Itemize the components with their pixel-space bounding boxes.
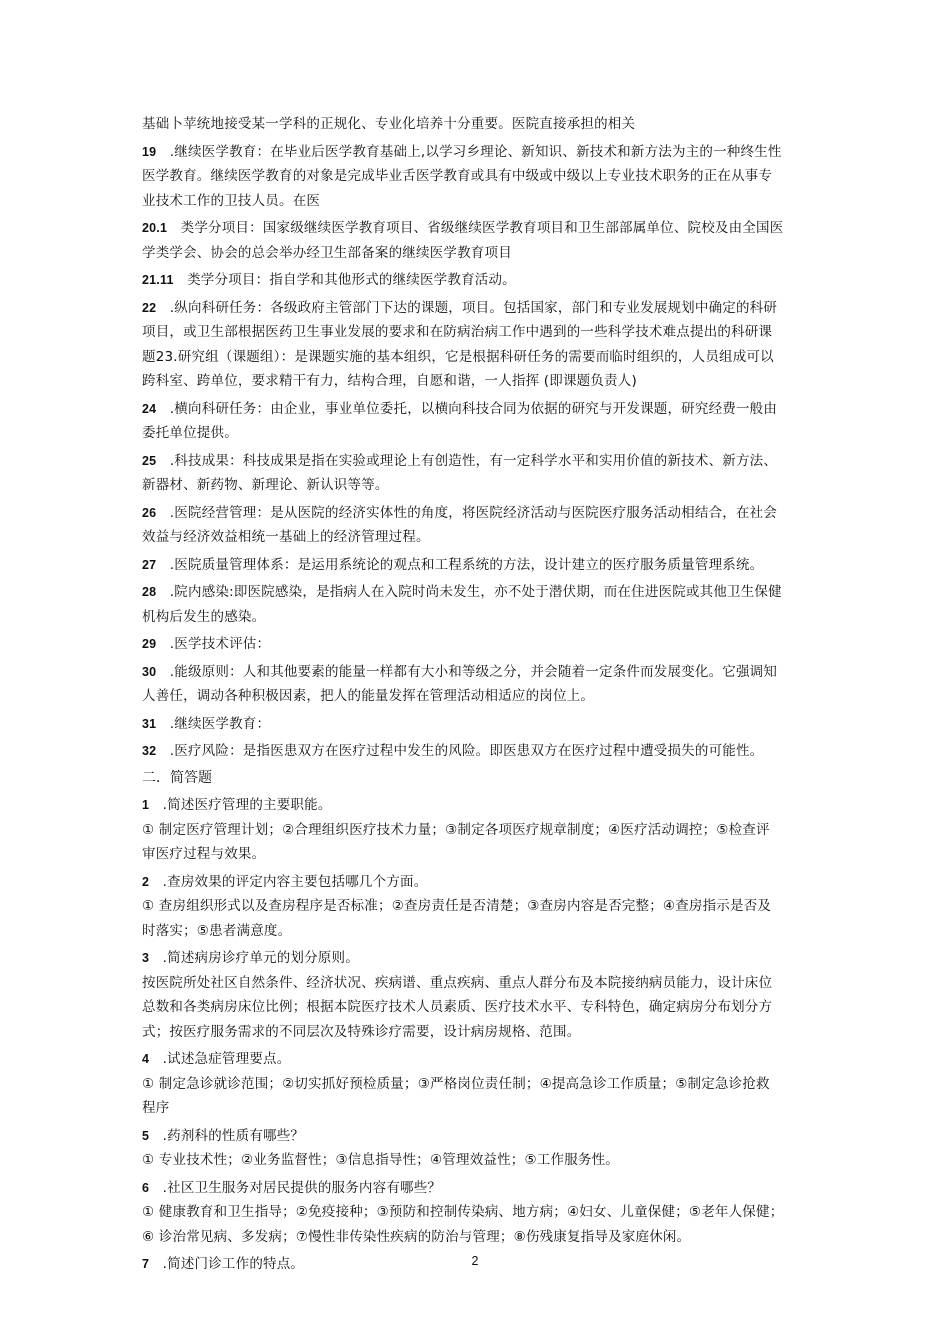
question-number: 4 — [142, 1052, 150, 1066]
term-line — [142, 189, 818, 214]
term-line — [142, 449, 818, 474]
term-text: .科技成果：科技成果是指在实验或理论上有创造性，有一定科学水平和实用价值的新技术、新方法、 — [169, 452, 778, 469]
term-line — [142, 345, 818, 370]
term-line — [142, 241, 818, 266]
term-item — [142, 268, 818, 293]
question-line — [142, 1047, 818, 1072]
term-line — [142, 421, 818, 446]
term-text: .医学技术评估： — [169, 636, 271, 652]
term-text: 类学分项目：指自学和其他形式的继续医学教育活动。 — [187, 272, 516, 288]
term-text: .医疗风险：是指医患双方在医疗过程中发生的风险。即医患双方在医疗过程中遭受损失的可能性。 — [169, 743, 764, 759]
term-number: 29 — [142, 637, 157, 651]
term-line — [142, 216, 818, 241]
answer-line: ① 专业技术性；②业务监督性；③信息指导性；④管理效益性；⑤工作服务性。 — [142, 1152, 620, 1168]
term-line — [142, 268, 818, 293]
question-item — [142, 1124, 818, 1173]
question-text: .查房效果的评定内容主要包括哪几个方面。 — [162, 873, 428, 890]
term-line — [142, 473, 818, 498]
term-line — [142, 397, 818, 422]
question-line — [142, 1124, 818, 1149]
term-item — [142, 739, 818, 764]
answer-line: 审医疗过程与效果。 — [142, 846, 266, 862]
term-number: 19 — [142, 144, 157, 159]
question-number: 1 — [142, 798, 150, 812]
term-text: 人善任，调动各种积极因素，把人的能量发挥在管理活动相适应的岗位上。 — [142, 688, 595, 704]
term-line — [142, 632, 818, 657]
term-line — [142, 320, 818, 345]
term-text: 委托单位提供。 — [142, 425, 238, 441]
question-item — [142, 870, 818, 944]
term-item — [142, 449, 818, 498]
term-item — [142, 712, 818, 737]
term-number: 25 — [142, 453, 157, 468]
term-text: 效益与经济效益相统一基础上的经济管理过程。 — [142, 529, 430, 545]
term-text: 医学教育。继续医学教育的对象是完成毕业舌医学教育或具有中级或中级以上专业技术职务的正在从事专 — [142, 168, 773, 184]
term-text: 类学分项目：国家级继续医学教育项目、省级继续医学教育项目和卫生部部属单位、院校及由全国医 — [180, 220, 784, 236]
answer-line: ① 制定医疗管理计划；②合理组织医疗技术力量；③制定各项医疗规章制度；④医疗活动调控；⑤检查评 — [142, 821, 770, 838]
term-line — [142, 525, 818, 550]
answer-line: 总数和各类病房床位比例；根据本院医疗技术人员素质、医疗技术水平、专科特色，确定病房分布划分方 — [142, 999, 773, 1015]
term-text: .继续医学教育： — [169, 715, 271, 732]
term-line — [142, 501, 818, 526]
question-number: 7 — [142, 1257, 150, 1271]
term-line — [142, 369, 818, 394]
answer-line: 时落实；⑤患者满意度。 — [142, 922, 292, 939]
answer-line: 程序 — [142, 1100, 170, 1116]
answer-line: ① 健康教育和卫生指导；②免疫接种；③预防和控制传染病、地方病；④妇女、儿童保健；⑤老年人保健； — [142, 1204, 784, 1220]
term-number: 24 — [142, 401, 157, 416]
term-number: 21.11 — [142, 273, 174, 287]
term-text: 跨科室、跨单位，要求精干有力，结构合理，自愿和谐，一人指挥 (即课题负责人) — [142, 373, 637, 389]
term-number: 20.1 — [142, 221, 168, 235]
question-line — [142, 870, 818, 895]
question-item — [142, 1176, 818, 1250]
term-line — [142, 580, 818, 605]
question-line — [142, 1176, 818, 1201]
answer-line: ① 查房组织形式以及查房程序是否标准；②查房责任是否清楚；③查房内容是否完整；④查房指示是否及 — [142, 898, 772, 914]
term-line — [142, 712, 818, 737]
term-line — [142, 660, 818, 685]
question-number: 6 — [142, 1180, 150, 1195]
term-item — [142, 397, 818, 446]
term-item — [142, 660, 818, 709]
answer-line: 式；按医疗服务需求的不同层次及特殊诊疗需要，设计病房规格、范围。 — [142, 1023, 581, 1040]
term-line — [142, 296, 818, 321]
term-text: 学类学会、协会的总会举办经卫生部备案的继续医学教育项目 — [142, 244, 512, 261]
term-line — [142, 739, 818, 764]
term-number: 26 — [142, 505, 157, 520]
question-item — [142, 946, 818, 1044]
question-number: 3 — [142, 951, 150, 965]
question-text: .简述医疗管理的主要职能。 — [162, 797, 332, 813]
term-item — [142, 296, 818, 394]
term-line — [142, 684, 818, 709]
term-item — [142, 140, 818, 214]
term-text: 题23.研究组（课题组）：是课题实施的基本组织，它是根据科研任务的需要而临时组织的，人员组成可以 — [142, 348, 774, 365]
term-text: .能级原则：人和其他要素的能量一样都有大小和等级之分，并会随着一定条件而发展变化。它强调知 — [169, 663, 778, 680]
term-item — [142, 632, 818, 657]
term-item — [142, 553, 818, 578]
question-text: .简述门诊工作的特点。 — [162, 1256, 305, 1272]
term-number: 31 — [142, 716, 157, 731]
term-number: 28 — [142, 585, 157, 599]
question-text: .药剂科的性质有哪些？ — [162, 1127, 305, 1144]
term-text: 新器材、新药物、新理论、新认识等等。 — [142, 477, 389, 493]
question-item — [142, 1047, 818, 1121]
term-item — [142, 501, 818, 550]
answer-line: 按医院所处社区自然条件、经济状况、疾病谱、重点疾病、重点人群分布及本院接纳病员能力，设计床位 — [142, 974, 773, 991]
term-line — [142, 605, 818, 630]
question-line — [142, 946, 818, 971]
term-number: 22 — [142, 300, 157, 315]
term-number: 32 — [142, 744, 157, 758]
term-text: .横向科研任务：由企业，事业单位委托，以横向科技合同为依据的研究与开发课题，研究经费一般由 — [169, 400, 778, 417]
question-item — [142, 793, 818, 867]
question-line — [142, 793, 818, 818]
term-line — [142, 553, 818, 578]
term-text: .医院经营管理：是从医院的经济实体性的角度，将医院经济活动与医院医疗服务活动相结合，在社会 — [169, 504, 778, 521]
answer-line: ① 制定急诊就诊范围；②切实抓好预检质量；③严格岗位责任制；④提高急诊工作质量；⑤制定急诊抢救 — [142, 1075, 770, 1092]
term-text: 项目，或卫生部根据医药卫生事业发展的要求和在防病治病工作中遇到的一些科学技术难点提出的科研课 — [142, 324, 773, 340]
page-number: 2 — [471, 1254, 479, 1268]
question-text: .社区卫生服务对居民提供的服务内容有哪些？ — [162, 1179, 442, 1196]
term-definitions — [142, 140, 818, 764]
term-text: .医院质量管理体系：是运用系统论的观点和工程系统的方法，设计建立的医疗服务质量管理系统。 — [169, 556, 764, 573]
term-item — [142, 580, 818, 629]
question-text: .试述急症管理要点。 — [162, 1051, 291, 1067]
term-number: 30 — [142, 664, 157, 679]
term-text: 机构后发生的感染。 — [142, 608, 266, 625]
term-text: .院内感染:即医院感染，是指病人在入院时尚未发生，亦不处于潜伏期，而在住进医院或其他卫生保健 — [169, 584, 782, 600]
term-line — [142, 140, 818, 165]
term-text: .纵向科研任务：各级政府主管部门下达的课题，项目。包括国家，部门和专业发展规划中确定的科研 — [169, 299, 778, 316]
intro-line: 基础卜苹统地接受某一学科的正规化、专业化培养十分重要。医院直接承担的相关 — [142, 116, 636, 132]
term-text: .继续医学教育：在毕业后医学教育基础上,以学习乡理论、新知识、新技术和新方法为主的一种终生性 — [169, 143, 782, 160]
term-line — [142, 164, 818, 189]
short-answer-questions — [142, 793, 818, 1277]
document-body — [142, 112, 818, 1277]
answer-line: ⑥ 诊治常见病、多发病；⑦慢性非传染性疾病的防治与管理；⑧伤残康复指导及家庭休闲。 — [142, 1228, 691, 1245]
term-text: 业技术工作的卫技人员。在医 — [142, 192, 321, 209]
section-title: 二．简答题 — [142, 769, 212, 786]
question-number: 2 — [142, 874, 150, 889]
term-number: 27 — [142, 557, 157, 572]
term-item — [142, 216, 818, 265]
question-number: 5 — [142, 1128, 150, 1143]
question-text: .简述病房诊疗单元的划分原则。 — [162, 950, 359, 966]
